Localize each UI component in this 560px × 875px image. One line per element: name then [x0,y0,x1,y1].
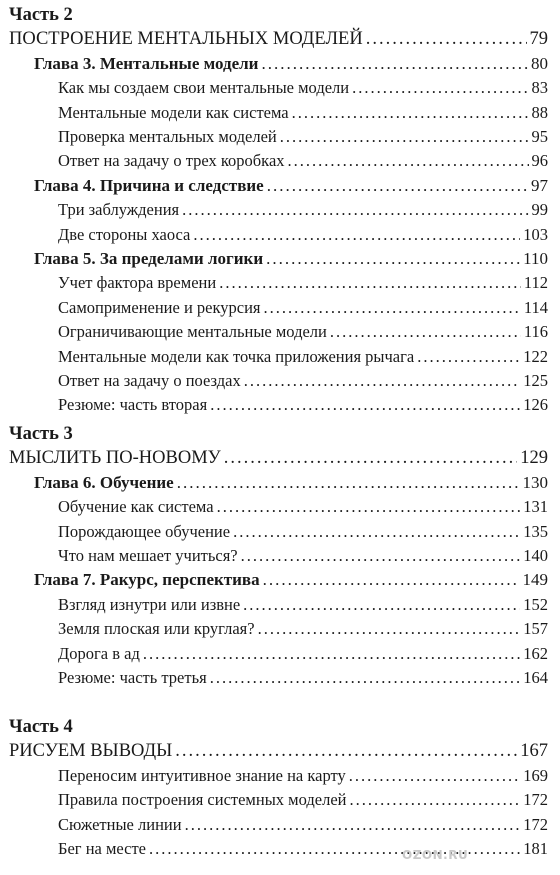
dot-leader [266,248,520,270]
section-entry-title: Резюме: часть вторая [58,395,208,415]
dot-leader [219,272,521,294]
dot-leader [417,346,520,368]
page-number: 79 [529,29,548,50]
dot-leader [280,126,529,148]
section-entry[interactable] [58,77,548,99]
page-number: 167 [520,741,548,762]
chapter-entry[interactable] [34,472,548,494]
dot-leader [288,150,529,172]
part-label: Часть 4 [9,717,73,737]
section-entry[interactable] [58,545,548,567]
chapter-entry-title: Глава 6. Обучение [34,472,174,492]
section-entry-title: Ограничивающие ментальные модели [58,322,327,342]
dot-leader [182,199,528,221]
dot-leader [185,814,521,836]
page-number: 80 [531,53,548,73]
section-entry-title: Как мы создаем свои ментальные модели [58,78,350,98]
dot-leader [330,321,521,343]
page-number: 125 [523,371,548,390]
section-entry-title: Правила построения системных моделей [58,790,347,810]
chapter-entry[interactable] [34,569,548,591]
dot-leader [217,496,521,518]
dot-leader [193,224,520,246]
section-entry-title: Переносим интуитивное знание на карту [58,765,346,785]
section-entry[interactable] [58,199,548,221]
dot-leader [264,297,521,319]
section-entry-title: Резюме: часть третья [58,668,207,687]
dot-leader [143,643,520,665]
section-entry-title: Обучение как система [58,497,214,517]
section-entry-title: Сюжетные линии [58,814,182,834]
section-entry-title: Учет фактора времени [58,273,217,293]
part-heading-title: РИСУЕМ ВЫВОДЫ [9,741,173,762]
section-entry[interactable] [58,765,548,787]
chapter-entry-title: Глава 7. Ракурс, перспектива [34,570,260,590]
section-entry-title: Самоприменение и рекурсия [58,297,261,317]
part-heading[interactable] [9,740,548,762]
page-number: 130 [522,472,548,492]
section-entry[interactable] [58,521,548,543]
dot-leader [366,28,527,50]
section-entry[interactable] [58,667,548,689]
page-number: 96 [531,151,548,171]
section-entry[interactable] [58,150,548,172]
dot-leader [241,545,521,567]
dot-leader [244,370,521,392]
page-number: 112 [523,273,548,293]
section-entry-title: Две стороны хаоса [58,224,191,244]
page-number: 162 [523,643,548,663]
dot-leader [243,594,520,616]
section-entry[interactable] [58,102,548,124]
ozon-watermark: OZON.RU [402,848,469,862]
page-number: 95 [531,127,548,146]
page-number: 181 [523,839,548,858]
part-heading[interactable] [9,28,548,50]
section-entry-title: Ответ на задачу о трех коробках [58,151,285,171]
page-number: 97 [531,175,548,195]
dot-leader [210,394,520,416]
chapter-entry-title: Глава 3. Ментальные модели [34,53,259,73]
chapter-entry-title: Глава 5. За пределами логики [34,249,264,268]
section-entry[interactable] [58,321,548,343]
page-number: 131 [523,497,548,517]
section-entry-title: Ответ на задачу о поездах [58,371,241,390]
section-entry-title: Дорога в ад [58,643,140,663]
part-label: Часть 2 [9,5,73,25]
section-entry-title: Ментальные модели как система [58,102,289,122]
section-entry-title: Порождающее обучение [58,521,231,541]
dot-leader [349,765,521,787]
dot-leader [210,667,521,689]
page-number: 172 [523,814,548,834]
dot-leader [261,53,528,75]
section-entry[interactable] [58,618,548,640]
page-number: 99 [531,200,548,220]
chapter-entry-title: Глава 4. Причина и следствие [34,175,264,195]
page-number: 157 [523,619,548,639]
dot-leader [352,77,528,99]
section-entry[interactable] [58,814,548,836]
section-entry[interactable] [58,643,548,665]
dot-leader [175,740,517,762]
part-heading-title: МЫСЛИТЬ ПО-НОВОМУ [9,448,221,469]
page-number: 126 [523,395,548,415]
chapter-entry[interactable] [34,53,548,75]
page-number: 116 [523,322,548,342]
page-number: 129 [520,448,548,469]
part-heading-title: ПОСТРОЕНИЕ МЕНТАЛЬНЫХ МОДЕЛЕЙ [9,29,363,50]
part-label: Часть 3 [9,424,73,444]
section-entry-title: Земля плоская или круглая? [58,619,255,639]
page-number: 110 [523,249,548,268]
section-entry[interactable] [58,496,548,518]
section-entry-title: Проверка ментальных моделей [58,127,277,146]
dot-leader [349,789,520,811]
page-number: 114 [523,297,548,317]
section-entry[interactable] [58,370,548,392]
section-entry-title: Ментальные модели как точка приложения рычага [58,346,415,366]
dot-leader [263,569,520,591]
section-entry-title: Бег на месте [58,839,147,858]
dot-leader [292,102,529,124]
section-entry[interactable] [58,594,548,616]
page-number: 149 [522,570,548,590]
section-entry[interactable] [58,224,548,246]
section-entry[interactable] [58,272,548,294]
page-number: 172 [523,790,548,810]
section-entry[interactable] [58,789,548,811]
page-number: 88 [531,102,548,122]
section-entry-title: Взгляд изнутри или извне [58,594,241,614]
chapter-entry[interactable] [34,175,548,197]
dot-leader [267,175,528,197]
page-number: 122 [523,346,548,366]
section-entry-title: Три заблуждения [58,200,180,220]
dot-leader [233,521,520,543]
dot-leader [224,447,517,469]
page-number: 103 [523,224,548,244]
page-number: 83 [531,78,548,98]
page-number: 152 [523,594,548,614]
section-entry[interactable] [58,126,548,148]
dot-leader [177,472,520,494]
part-heading[interactable] [9,447,548,469]
chapter-entry[interactable] [34,248,548,270]
section-entry[interactable] [58,838,548,860]
dot-leader [258,618,521,640]
page-number: 135 [523,521,548,541]
section-entry[interactable] [58,297,548,319]
section-entry[interactable] [58,346,548,368]
page-number: 169 [523,765,548,785]
section-entry-title: Что нам мешает учиться? [58,546,238,565]
page-number: 140 [523,546,548,565]
page-number: 164 [523,668,548,687]
section-entry[interactable] [58,394,548,416]
